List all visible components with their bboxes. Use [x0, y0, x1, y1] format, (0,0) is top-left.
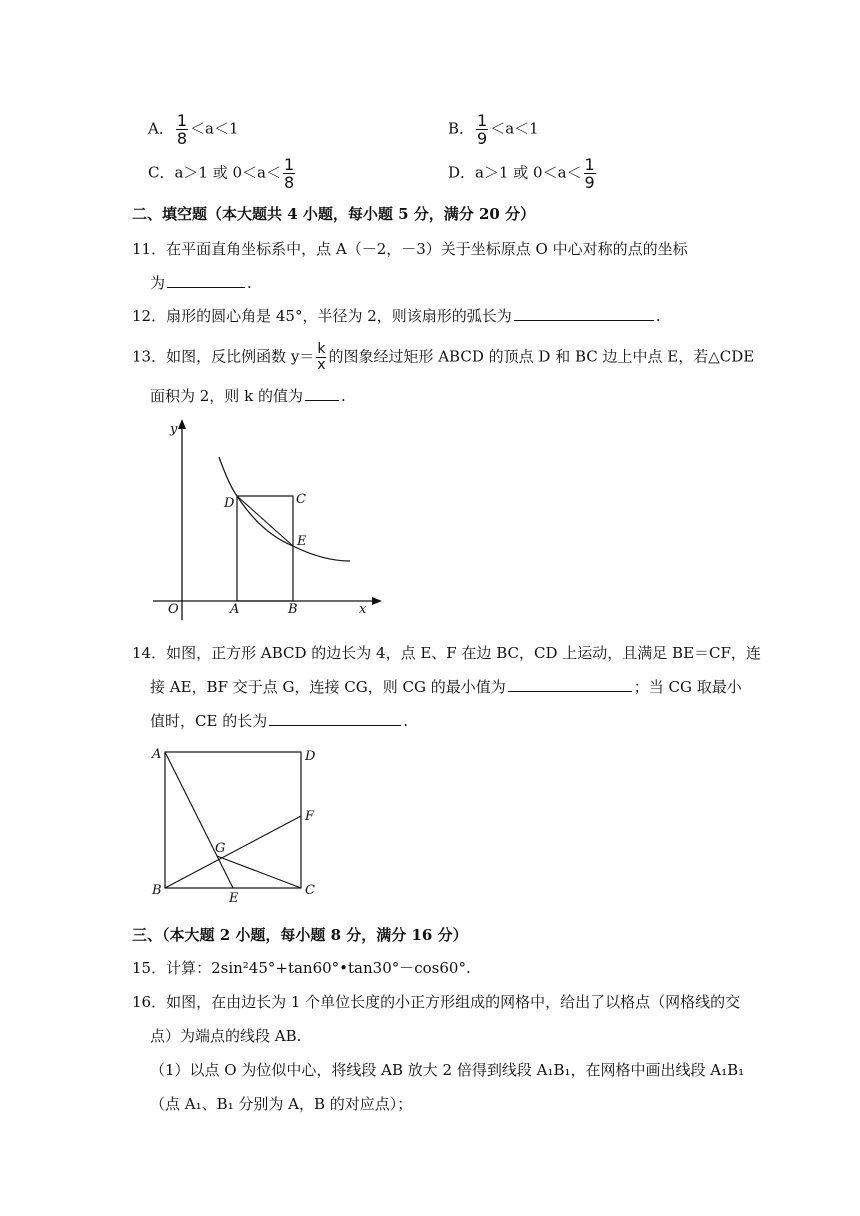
q13-frac-num: k — [317, 341, 326, 357]
x-axis-arrow — [372, 597, 382, 605]
q14-line3-post: . — [403, 712, 408, 730]
option-d-den: 9 — [584, 173, 595, 192]
q14-figure — [148, 742, 328, 907]
y-axis-arrow — [178, 419, 186, 429]
option-a-num: 1 — [176, 111, 188, 130]
option-c — [148, 156, 297, 191]
option-a-label: A． — [148, 119, 174, 138]
q15-line: 15．计算：2sin²45°+tan60°•tan30°－cos60°. — [132, 959, 471, 977]
label-c: C — [305, 883, 315, 898]
q16-line1: 16．如图，在由边长为 1 个单位长度的小正方形组成的网格中，给出了以格点（网格线的交 — [132, 993, 741, 1011]
q11-line2-pre: 为 — [150, 274, 166, 292]
q14-answer-blank-1[interactable] — [508, 677, 632, 692]
option-c-fraction — [283, 156, 295, 191]
q14-line2-pre: 接 AE，BF 交于点 G，连接 CG，则 CG 的最小值为 — [150, 678, 506, 696]
option-c-num: 1 — [284, 155, 295, 174]
label-e: E — [297, 534, 307, 549]
q13-post: 的图象经过矩形 ABCD 的顶点 D 和 BC 边上中点 E，若△CDE — [328, 347, 755, 366]
label-b: B — [152, 883, 162, 898]
q13-answer-blank[interactable] — [305, 386, 339, 401]
q13-figure — [145, 415, 390, 625]
option-d-fraction — [584, 156, 596, 191]
option-c-den: 8 — [284, 173, 295, 192]
option-b-fraction — [476, 112, 488, 147]
q11-line1: 11．在平面直角坐标系中，点 A（－2，－3）关于坐标原点 O 中心对称的点的坐标 — [132, 240, 688, 258]
rectangle-abcd — [237, 496, 293, 601]
segment-ae — [165, 752, 233, 888]
option-c-pre: a＞1 或 0＜a＜ — [174, 163, 281, 182]
option-a-den: 8 — [176, 129, 188, 148]
q13-fraction — [316, 342, 326, 373]
option-a-fraction — [176, 112, 188, 147]
segment-de — [237, 496, 293, 546]
option-a-rest: ＜a＜1 — [190, 119, 239, 138]
section-2-heading: 二、填空题（本大题共 4 小题，每小题 5 分，满分 20 分） — [132, 205, 536, 223]
q11-line2 — [150, 272, 252, 293]
q13-line2-pre: 面积为 2，则 k 的值为 — [150, 387, 303, 405]
q13-pre: 13．如图，反比例函数 y＝ — [132, 347, 315, 366]
square-abcd — [165, 752, 301, 888]
q14-line2 — [150, 676, 742, 697]
option-a — [148, 112, 239, 147]
option-b — [448, 112, 539, 147]
segment-cg — [217, 856, 301, 888]
q14-line3 — [150, 710, 408, 731]
q14-line3-pre: 值时，CE 的长为 — [150, 712, 268, 730]
q14-line1: 14．如图，正方形 ABCD 的边长为 4，点 E、F 在边 BC，CD 上运动，且满足 BE＝CF，连 — [132, 644, 761, 662]
q12-line — [132, 305, 661, 326]
hyperbola-curve — [219, 457, 350, 561]
q13-line2 — [150, 385, 346, 406]
label-e: E — [229, 891, 239, 906]
segment-bf — [165, 816, 301, 888]
label-o: O — [168, 602, 179, 617]
option-d — [448, 156, 598, 191]
option-c-label: C． — [148, 163, 175, 182]
q12-pre: 12．扇形的圆心角是 45°，半径为 2，则该扇形的弧长为 — [132, 307, 512, 325]
q12-answer-blank[interactable] — [514, 306, 654, 321]
q16-line3: （1）以点 O 为位似中心，将线段 AB 放大 2 倍得到线段 A₁B₁，在网格中画出线段 A₁B₁ — [150, 1061, 745, 1079]
q11-line2-post: . — [247, 274, 252, 292]
option-d-label: D． — [448, 163, 476, 182]
option-b-num: 1 — [477, 111, 488, 130]
label-a: A — [152, 747, 162, 762]
q12-post: . — [655, 307, 661, 325]
q13-line2-post: . — [340, 387, 346, 405]
q13-line1 — [132, 342, 754, 373]
q16-line2: 点）为端点的线段 AB. — [150, 1027, 302, 1045]
q16-line4: （点 A₁、B₁ 分别为 A，B 的对应点）； — [150, 1095, 413, 1113]
label-d: D — [224, 496, 235, 511]
q13-frac-den: x — [317, 357, 326, 373]
option-b-rest: ＜a＜1 — [490, 119, 539, 138]
option-d-pre: a＞1 或 0＜a＜ — [475, 163, 582, 182]
q14-answer-blank-2[interactable] — [269, 711, 401, 726]
label-x: x — [359, 602, 367, 617]
option-d-num: 1 — [584, 155, 595, 174]
label-b: B — [288, 602, 298, 617]
option-b-label: B． — [448, 119, 475, 138]
q14-line2-post: ；当 CG 取最小 — [633, 678, 742, 696]
label-a: A — [230, 602, 240, 617]
label-y: y — [170, 422, 178, 437]
section-3-heading: 三、（本大题 2 小题，每小题 8 分，满分 16 分） — [132, 926, 468, 944]
label-g: G — [215, 841, 226, 856]
q11-answer-blank[interactable] — [167, 273, 245, 288]
label-f: F — [305, 809, 315, 824]
label-c: C — [296, 492, 306, 507]
option-b-den: 9 — [477, 129, 488, 148]
label-d: D — [305, 749, 316, 764]
